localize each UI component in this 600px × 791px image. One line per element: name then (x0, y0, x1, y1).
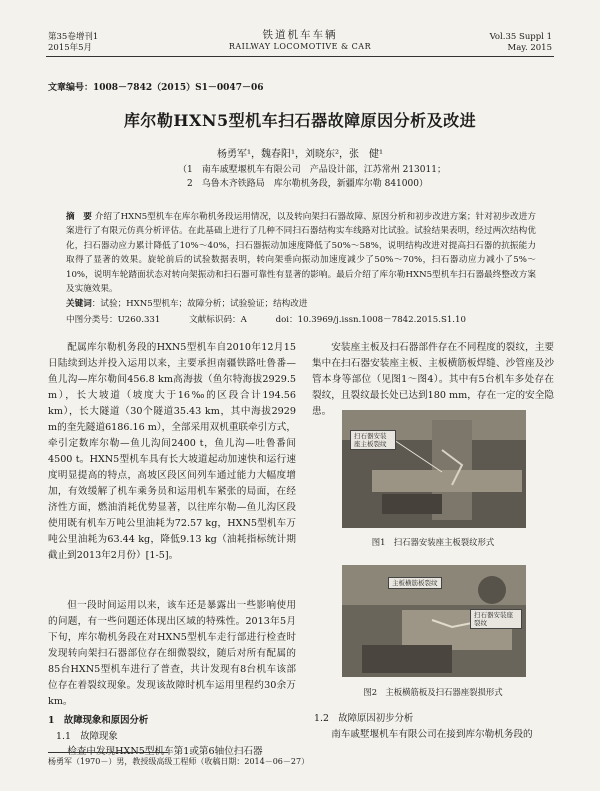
figure-1-label: 扫石器安装座主板裂纹 (350, 430, 396, 450)
body-paragraph-right-2: 南车戚墅堰机车有限公司在接到库尔勒机务段的 (331, 729, 533, 740)
figure-2-label-a: 主板横筋板裂纹 (388, 577, 442, 589)
figure-1-caption: 图1 扫石器安装座主板裂纹形式 (371, 537, 495, 547)
clc-number: 中图分类号：U260.331 (66, 315, 161, 325)
volume-label-en: Vol.35 Suppl 1 (489, 32, 552, 42)
abstract (66, 210, 536, 296)
affiliation-2: 2 乌鲁木齐铁路局 库尔勒机务段，新疆库尔勒 841000） (178, 179, 428, 189)
journal-name-en: RAILWAY LOCOMOTIVE & CAR (228, 42, 372, 51)
journal-issue-right (490, 32, 552, 54)
body-paragraph-2: 但一段时间运用以来，该车还是暴露出一些影响使用的问题，有一些问题还体现出区域的特殊性。2013年5月下旬，库尔勒机务段在对HXN5型机车走行部进行检查时发现转向架扫石器部位存在细微裂纹，随后对所有配属的85台HXN5型机车进行了普查，共计发现有8台机车该部位存在着裂纹现象。发现该故障时机车运用里程约30余万km。 (48, 600, 296, 707)
body-paragraph-3: 检查中发现HXN5型机车第1或第6轴位扫石器 (67, 746, 263, 757)
affiliations (178, 163, 446, 191)
subsection-heading-1-1: 1.1 故障现象 (56, 731, 118, 742)
subsection-heading-1-2: 1.2 故障原因初步分析 (314, 713, 414, 724)
section-heading-1: 1 故障现象和原因分析 (48, 715, 149, 726)
authors: 杨勇军¹，魏春阳¹，刘晓东²，张 健¹ (216, 149, 384, 160)
author-footnote: 杨勇军（1970－）男，教授级高级工程师（收稿日期：2014－06－27） (48, 757, 310, 766)
figure-2-caption: 图2 主板横筋板及扫石器座裂损形式 (363, 687, 503, 697)
body-paragraph-right-1: 安装座主板及扫石器部件存在不同程度的裂纹，主要集中在扫石器安装座主板、主板横筋板焊缝、沙管座及沙管本身等部位（见图1～图4）。其中有5台机车多处存在裂纹，且裂纹最长处已达到180 mm，存在一定的安全隐患。 (312, 342, 554, 417)
body-paragraph-1: 配属库尔勒机务段的HXN5型机车自2010年12月15日陆续到达并投入运用以来，主要承担南疆铁路吐鲁番—鱼儿沟—库尔勒间456.8 km高海拔（鱼尔特海拔2929.5 m），长大坡道（坡度大于16‰的区段合计194.56 km），长大隧道（30个隧道35.43 km，其中海拔2929 m的奎先隧道6186.16 m），全部采用双机重联牵引方式，牵引定数库尔勒—鱼儿沟间2400 t，鱼儿沟—吐鲁番间4500 t。HXN5型机车具有长大坡道起动加速快和运行速度明显提高的特点，高坡区段区间列车通过能力大幅度增加，有效缓解了机车乘务员和运用机车紧张的局面，在经济性方面，燃油消耗优势显著，以往库尔勒—鱼儿沟区段使用既有机车万吨公里油耗为72.57 kg，HXN5型机车万吨公里油耗为63.44 kg，降低9.13 kg（油耗指标统计期截止到2013年2月份）[1-5]。 (48, 342, 296, 561)
paper-title: 库尔勒HXN5型机车扫石器故障原因分析及改进 (123, 111, 477, 130)
classification-line (66, 313, 536, 325)
header-rule (46, 56, 554, 57)
figure-2-label-b: 扫石器安装座裂纹 (470, 609, 522, 629)
issue-date-label-en: May. 2015 (507, 43, 552, 53)
issue-date-label: 2015年5月 (48, 43, 93, 53)
document-code: 文献标识码：A (189, 315, 247, 325)
figure-1-photo (342, 410, 526, 528)
footnote-rule (48, 752, 168, 753)
abstract-text: 介绍了HXN5型机车在库尔勒机务段运用情况，以及转向架扫石器故障、原因分析和初步改进方案；针对初步改进方案进行了有限元仿真分析评估。在此基础上进行了几种不同扫石器结构实车线路对比试验。试验结果表明，经过两次结构优化，扫石器动应力累计降低了10%～40%，扫石器振动加速度降低了50%～58%，说明结构改进对提高扫石器的抗振能力取得了显著的效果。旋轮前后的试验数据表明，转向架垂向振动加速度减少了50%～70%，扫石器动应力减小了5%～10%，说明车轮踏面状态对转向架振动和扫石器可靠性有显著的影响。最后介绍了库尔勒HXN5型机车扫石器最终整改方案及实施效果。 (66, 212, 536, 295)
keywords (66, 297, 536, 309)
journal-name (180, 30, 420, 52)
article-number: 文章编号：1008－7842（2015）S1－0047－06 (48, 83, 264, 93)
doi: doi：10.3969/j.issn.1008－7842.2015.S1.10 (275, 315, 466, 325)
affiliation-1: （1 南车戚墅堰机车有限公司 产品设计部，江苏常州 213011； (178, 165, 446, 175)
figure-2-photo (342, 565, 526, 677)
abstract-label: 摘 要 (66, 212, 92, 222)
journal-name-cn: 铁道机车车辆 (262, 29, 338, 41)
keywords-text: ：试验；HXN5型机车；故障分析；试验验证；结构改进 (91, 299, 308, 309)
keywords-label: 关键词 (66, 299, 92, 309)
left-column-lower (48, 598, 296, 760)
figure-1-illustration (342, 410, 526, 528)
volume-label: 第35卷增刊1 (48, 32, 99, 42)
journal-issue-left (48, 32, 98, 54)
